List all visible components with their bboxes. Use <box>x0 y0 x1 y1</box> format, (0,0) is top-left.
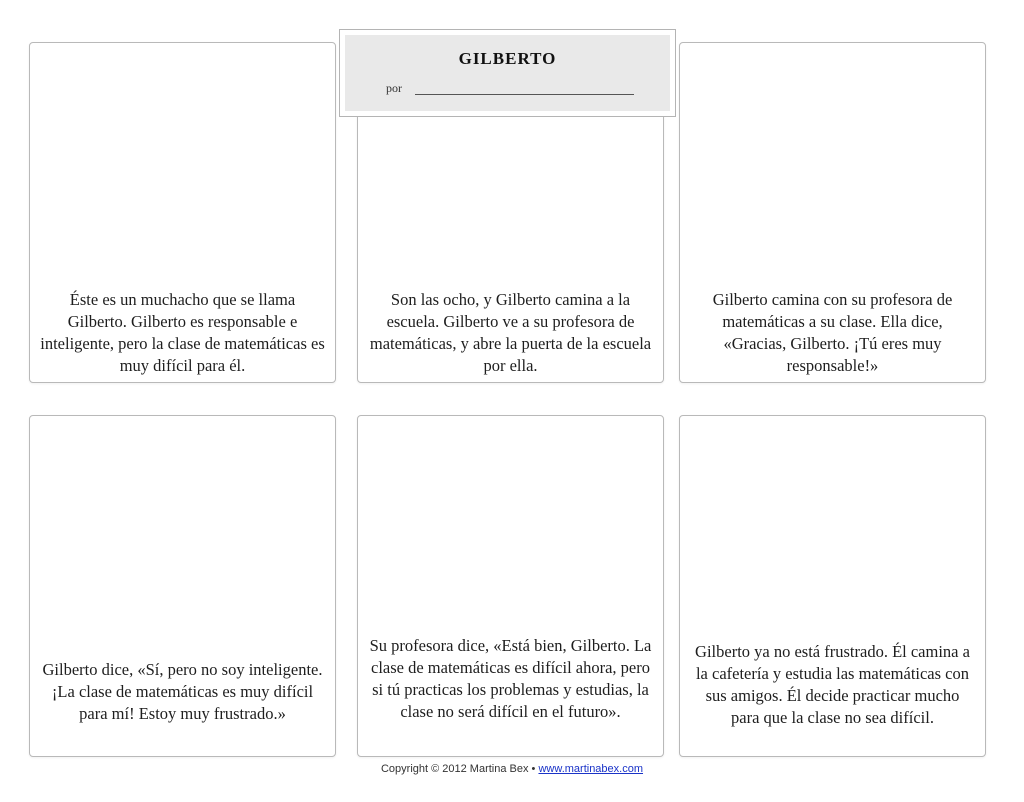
copyright-footer <box>0 763 1024 775</box>
story-title: GILBERTO <box>458 49 557 68</box>
panel-6-caption: Gilberto ya no está frustrado. Él camina a la cafetería y estudia las matemáticas con sus amigos. Él decide practicar mucho para que la clase no sea difícil. <box>695 642 970 727</box>
website-link[interactable]: www.martinabex.com <box>538 763 644 775</box>
story-panel-1 <box>29 42 336 383</box>
panel-3-caption: Gilberto camina con su profesora de matemáticas a su clase. Ella dice, «Gracias, Gilberto. ¡Tú eres muy responsable!» <box>712 290 953 375</box>
panel-4-caption: Gilberto dice, «Sí, pero no soy inteligente. ¡La clase de matemáticas es muy difícil para mí! Estoy muy frustrado.» <box>42 660 323 723</box>
author-label: por <box>386 81 402 95</box>
title-box-background <box>345 35 670 111</box>
panel-2-caption: Son las ocho, y Gilberto camina a la escuela. Gilberto ve a su profesora de matemáticas, y abre la puerta de la escuela por ella. <box>369 290 652 375</box>
story-panel-6 <box>679 415 986 757</box>
panel-1-caption: Éste es un muchacho que se llama Gilberto. Gilberto es responsable e inteligente, pero la clase de matemáticas es muy difícil para él. <box>40 290 325 375</box>
story-panel-4 <box>29 415 336 757</box>
title-box <box>339 29 676 117</box>
panel-5-caption: Su profesora dice, «Está bien, Gilberto. La clase de matemáticas es difícil ahora, pero si tú practicas los problemas y estudias, la clase no será difícil en el futuro». <box>369 636 652 721</box>
author-name-line <box>415 94 634 95</box>
story-panel-3 <box>679 42 986 383</box>
copyright-text: Copyright © 2012 Martina Bex • <box>380 763 536 775</box>
story-panel-5 <box>357 415 664 757</box>
